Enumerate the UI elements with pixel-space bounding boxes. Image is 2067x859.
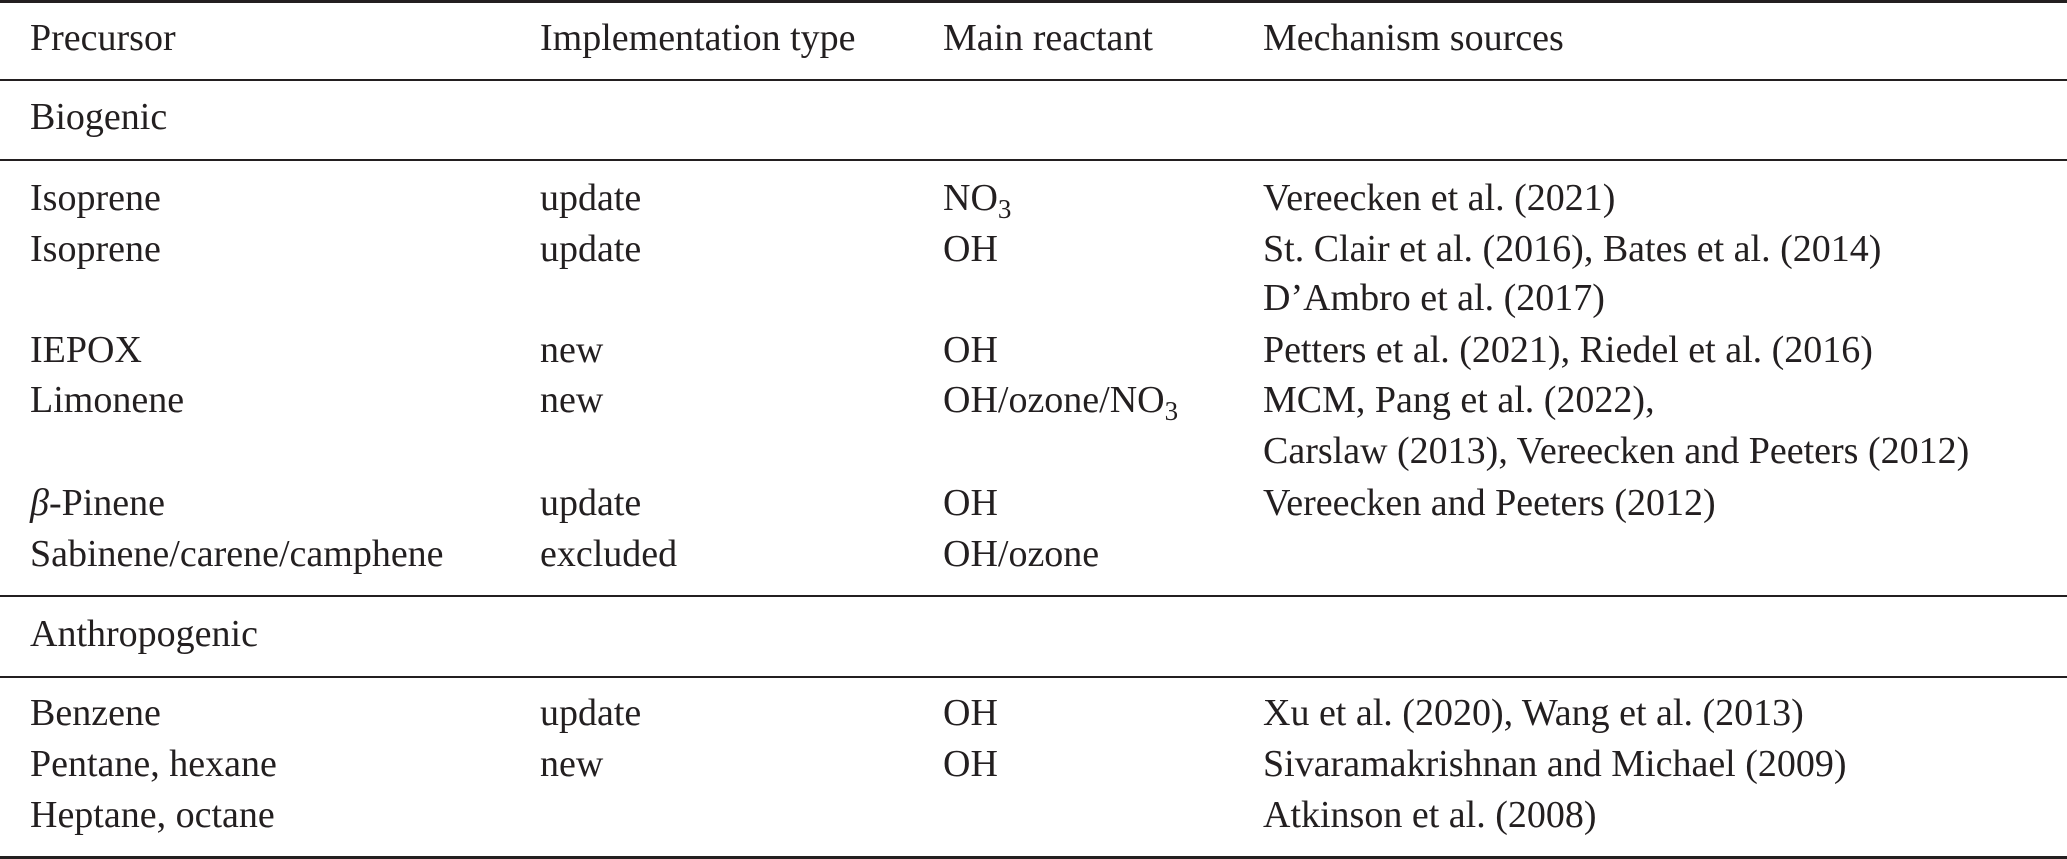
cell-type: update — [540, 482, 642, 524]
header-mechanism-sources: Mechanism sources — [1263, 17, 1564, 59]
section-label-anthropogenic: Anthropogenic — [30, 613, 258, 655]
cell-precursor: Pentane, hexane — [30, 743, 277, 785]
section-label-biogenic: Biogenic — [30, 96, 168, 138]
cell-reactant: OH/ozone — [943, 533, 1100, 575]
cell-type: update — [540, 228, 642, 270]
header-rule — [0, 79, 2067, 81]
header-precursor: Precursor — [30, 17, 176, 59]
header-implementation-type: Implementation type — [540, 17, 856, 59]
cell-source: Petters et al. (2021), Riedel et al. (2016) — [1263, 329, 1873, 371]
cell-reactant: OH — [943, 329, 998, 371]
header-main-reactant: Main reactant — [943, 17, 1153, 59]
cell-reactant: OH — [943, 482, 998, 524]
section-divider-rule — [0, 595, 2067, 597]
section-rule-anthropogenic — [0, 676, 2067, 678]
cell-type: new — [540, 329, 604, 371]
cell-source: Atkinson et al. (2008) — [1263, 794, 1597, 836]
cell-precursor: Isoprene — [30, 228, 161, 270]
cell-precursor: IEPOX — [30, 329, 142, 371]
cell-precursor: Sabinene/carene/camphene — [30, 533, 444, 575]
cell-precursor: Isoprene — [30, 177, 161, 219]
cell-source: Vereecken and Peeters (2012) — [1263, 482, 1716, 524]
cell-reactant: OH — [943, 743, 998, 785]
cell-reactant: $NO_3$ — [943, 177, 1012, 224]
section-rule-biogenic — [0, 159, 2067, 161]
cell-type: update — [540, 692, 642, 734]
top-rule — [0, 0, 2067, 3]
cell-source: St. Clair et al. (2016), Bates et al. (2014) — [1263, 228, 1882, 270]
cell-source: Xu et al. (2020), Wang et al. (2013) — [1263, 692, 1804, 734]
cell-precursor-text: -Pinene — [48, 482, 166, 524]
cell-reactant: OH — [943, 228, 998, 270]
cell-precursor: Limonene — [30, 379, 185, 421]
cell-type: new — [540, 743, 604, 785]
cell-precursor: Heptane, octane — [30, 794, 275, 836]
cell-source: MCM, Pang et al. (2022), — [1263, 379, 1655, 421]
cell-type: excluded — [540, 533, 678, 575]
cell-type: new — [540, 379, 604, 421]
cell-type: update — [540, 177, 642, 219]
cell-source: Carslaw (2013), Vereecken and Peeters (2012) — [1263, 430, 1970, 472]
cell-precursor: Benzene — [30, 692, 161, 734]
cell-source: Vereecken et al. (2021) — [1263, 177, 1616, 219]
cell-source: Sivaramakrishnan and Michael (2009) — [1263, 743, 1847, 785]
cell-reactant: OH — [943, 692, 998, 734]
cell-source: D’Ambro et al. (2017) — [1263, 277, 1605, 319]
beta-symbol: β — [30, 482, 49, 524]
cell-precursor — [30, 481, 165, 525]
cell-reactant: $OH/ozone/NO_3$ — [943, 379, 1179, 426]
